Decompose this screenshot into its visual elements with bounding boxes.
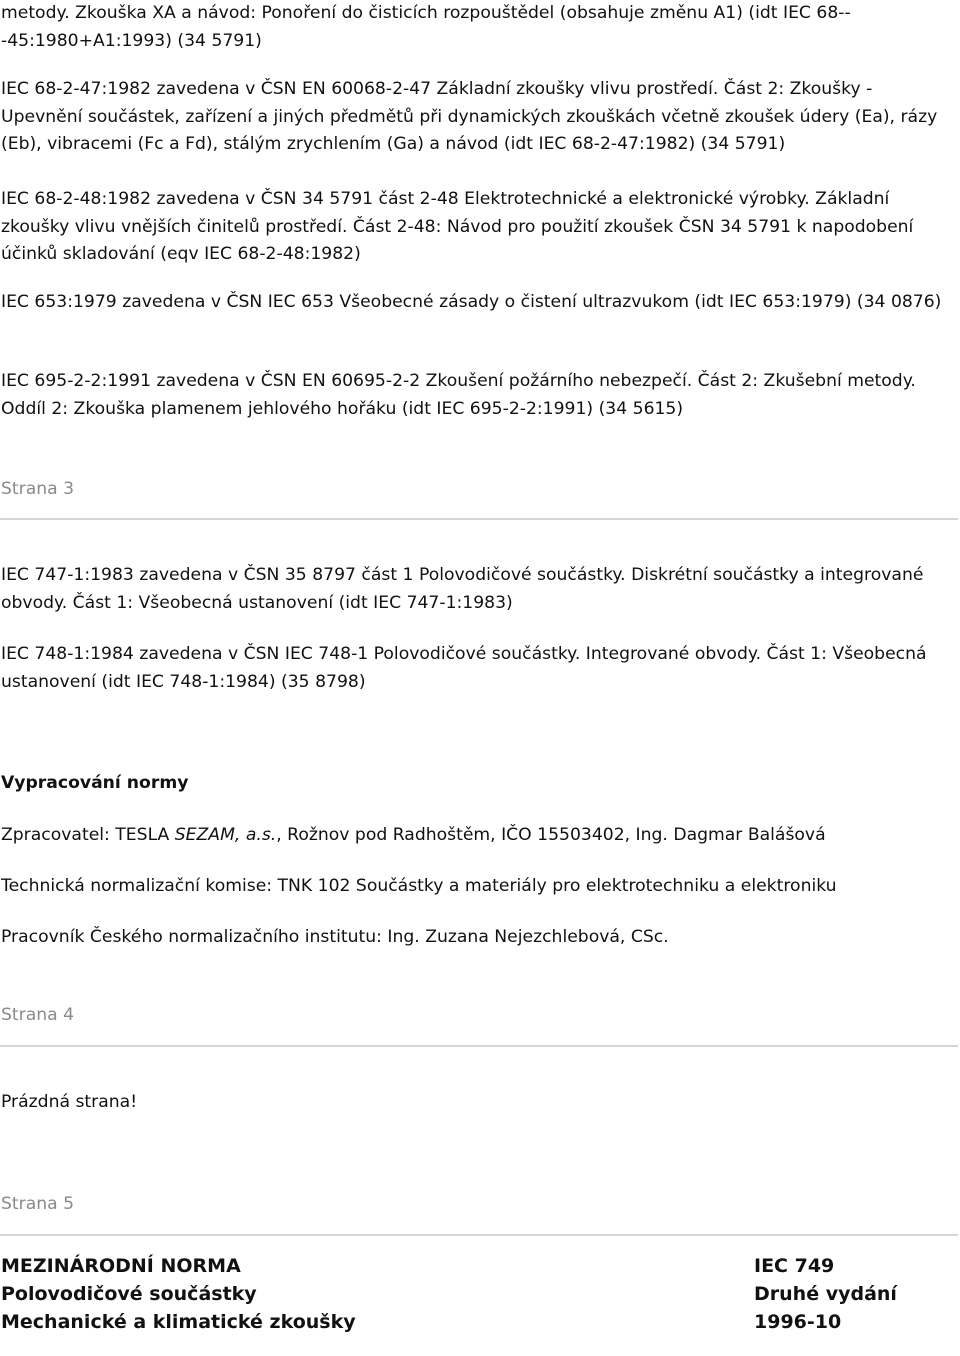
prazdna-strana-text: Prázdná strana! <box>1 1092 138 1112</box>
paragraph-iec-747-1: IEC 747-1:1983 zavedena v ČSN 35 8797 část 1 Polovodičové součástky. Diskrétní součástky a integrované obvody. Část 1: Všeobecná ustanovení (idt IEC 747-1:1983) <box>1 565 924 613</box>
zpracovatel-company: SEZAM, a.s. <box>174 825 277 845</box>
standard-topic: Mechanické a klimatické zkoušky <box>1 1311 356 1333</box>
pracovnik-line: Pracovník Českého normalizačního institutu: Ing. Zuzana Nejezchlebová, CSc. <box>1 927 669 947</box>
page-marker-strana-4: Strana 4 <box>1 1005 75 1025</box>
paragraph-iec-68-2-48: IEC 68-2-48:1982 zavedena v ČSN 34 5791 část 2-48 Elektrotechnické a elektronické výrobky. Základní zkoušky vlivu vnějších činitelů prostředí. Část 2-48: Návod pro použití zkoušek ČSN 34 5791 k napodobení účinků skladování (eqv IEC 68-2-48:1982) <box>1 189 914 264</box>
standard-number: IEC 749 <box>754 1255 835 1277</box>
paragraph-iec-68-2-47: IEC 68-2-47:1982 zavedena v ČSN EN 60068-2-47 Základní zkoušky vlivu prostředí. Část 2: Zkoušky - Upevnění součástek, zařízení a jiných předmětů při dynamických zkouškách včetně zkoušek údery (Ea), rázy (Eb), vibracemi (Fc a Fd), stálým zrychlením (Ga) a návod (idt IEC 68-2-47:1982) (34 5791) <box>1 79 938 154</box>
standard-type: MEZINÁRODNÍ NORMA <box>1 1255 241 1277</box>
zpracovatel-line <box>1 822 956 850</box>
zpracovatel-suffix: , Rožnov pod Radhoštěm, IČO 15503402, Ing. Dagmar Balášová <box>276 825 826 845</box>
page-marker-strana-3: Strana 3 <box>1 479 75 499</box>
page-marker-strana-5: Strana 5 <box>1 1194 75 1214</box>
paragraph-iec-695-2-2: IEC 695-2-2:1991 zavedena v ČSN EN 60695-2-2 Zkoušení požárního nebezpečí. Část 2: Zkušební metody. Oddíl 2: Zkouška plamenem jehlového hořáku (idt IEC 695-2-2:1991) (34 5615) <box>1 371 916 419</box>
standard-date: 1996-10 <box>754 1311 842 1333</box>
page-divider <box>0 1234 958 1236</box>
page-divider <box>0 1045 958 1047</box>
page-divider <box>0 518 958 520</box>
zpracovatel-prefix: Zpracovatel: TESLA <box>1 825 175 845</box>
komise-line: Technická normalizační komise: TNK 102 Součástky a materiály pro elektrotechniku a elektroniku <box>1 876 837 896</box>
paragraph-iec-748-1: IEC 748-1:1984 zavedena v ČSN IEC 748-1 Polovodičové součástky. Integrované obvody. Část 1: Všeobecná ustanovení (idt IEC 748-1:1984) (35 8798) <box>1 644 927 692</box>
paragraph-iec-653: IEC 653:1979 zavedena v ČSN IEC 653 Všeobecné zásady o čistení ultrazvukom (idt IEC 653:1979) (34 0876) <box>1 292 942 312</box>
standard-subject: Polovodičové součástky <box>1 1283 257 1305</box>
section-heading-vypracovani: Vypracování normy <box>1 773 189 793</box>
paragraph-iec-68-2-45: metody. Zkouška XA a návod: Ponoření do čisticích rozpouštědel (obsahuje změnu A1) (idt IEC 68---45:1980+A1:1993) (34 5791) <box>1 3 851 51</box>
standard-edition: Druhé vydání <box>754 1283 897 1305</box>
